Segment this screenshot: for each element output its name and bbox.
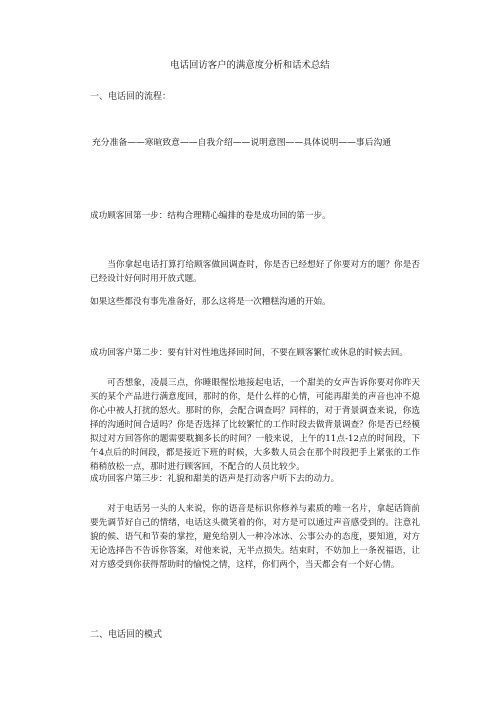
section1-heading: 一、电话回的流程： xyxy=(90,92,172,102)
step1-heading: 成功顾客回第一步：结构合理精心编排的卷是成功回的第一步。 xyxy=(90,211,331,221)
step3-heading: 成功回客户第三步：礼貌和甜美的语声是打动客户听下去的动力。 xyxy=(90,474,340,484)
step2-paragraph: 可否想象，凌晨三点，你睡眼惺忪地接起电话，一个甜美的女声告诉你要对你昨天买的某个产品进行满意度回，那时的你，是什么样的心情，可能再甜美的声音也冲不熄你心中被人打扰的怒火。那时的你，会配合调查吗？同样的，对于背景调查来说，你选择的沟通时间合适吗？你是否选择了比较繁忙的工作时段去做背景调查？你是否已经模拟过对方回答你的题需要耽搁多长的时间？一般来说，上午的11点-12点的时间段，下午4点后的时间段，都是接近下班的时候，大多数人员会在那个时段把手上紧张的工作稍稍放松一点，那时进行顾客回，不配合的人员比较少。 xyxy=(90,378,420,472)
step1-paragraph-2: 如果这些都没有事先准备好，那么这将是一次糟糕沟通的开始。 xyxy=(90,297,331,307)
section2-heading: 二、电话回的模式 xyxy=(90,630,163,640)
flow-line: 充分准备——寒暄致意——自我介绍——说明意图——具体说明——事后沟通 xyxy=(92,138,392,148)
step2-heading: 成功回客户第二步：要有针对性地选择回时间，不要在顾客繁忙或休息的时候去回。 xyxy=(90,348,408,358)
step1-paragraph-1: 当你拿起电话打算打给顾客做回调查时，你是否已经想好了你要对方的题？你是否已经设计好何时用开放式题。 xyxy=(90,260,420,284)
step3-paragraph: 对于电话另一头的人来说，你的语音是标识你修养与素质的唯一名片，拿起话筒前要先调节好自己的情绪，电话这头微笑着的你，对方是可以通过声音感受到的。注意礼貌的候、语气和节奏的掌控，避免给别人一种冷冰冰、公事公办的态度，要知道，对方无论选择告不告诉你答案，对他来说，无半点损失。结束时，不妨加上一条祝福语，让对方感受到你获得帮助时的愉悦之情，这样，你们两个，当天都会有一个好心情。 xyxy=(90,504,420,570)
document-title: 电话回访客户的满意度分析和话术总结 xyxy=(170,60,330,71)
